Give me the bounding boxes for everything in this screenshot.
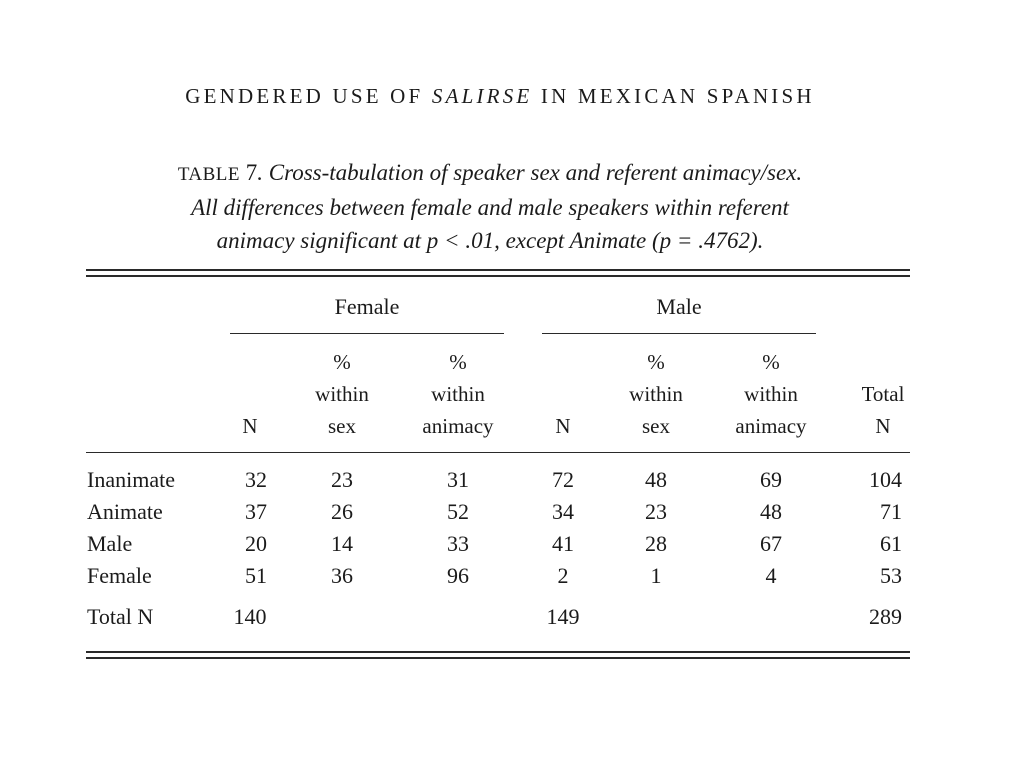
cell-male-n: 72 <box>552 467 574 492</box>
hdr-sex: sex <box>328 414 356 438</box>
col-header-female-n: N <box>242 414 258 438</box>
cell-grand-total: 289 <box>869 604 902 629</box>
cell-male-pct-sex: 1 <box>650 563 662 588</box>
row-label: Animate <box>87 499 163 524</box>
cell-male-pct-animacy: 67 <box>760 531 782 556</box>
running-head-text: GENDERED USE OF <box>185 84 432 108</box>
col-header-male-pct-sex <box>611 346 701 442</box>
cell-female-pct-animacy: 96 <box>447 563 469 588</box>
cell-male-pct-sex: 28 <box>645 531 667 556</box>
cell-total-n: 71 <box>880 499 902 524</box>
cell-total-male-n: 149 <box>546 604 580 629</box>
group-rule-male <box>542 333 816 334</box>
cell-male-n: 41 <box>552 531 574 556</box>
cell-male-n: 34 <box>552 499 574 524</box>
total-row-label: Total N <box>87 604 154 629</box>
row-label: Female <box>87 563 152 588</box>
cell-female-n: 51 <box>245 563 267 588</box>
cell-female-pct-animacy: 33 <box>447 531 469 556</box>
hdr-within: within <box>744 382 798 406</box>
group-rule-female <box>230 333 504 334</box>
table-caption <box>60 156 920 257</box>
cell-total-n: 104 <box>869 467 902 492</box>
hdr-within: within <box>315 382 369 406</box>
running-head <box>0 84 1000 109</box>
col-header-female-pct-animacy <box>403 346 513 442</box>
running-head-italic: SALIRSE <box>431 84 533 108</box>
cell-female-n: 32 <box>245 467 267 492</box>
col-header-female-pct-sex <box>297 346 387 442</box>
cell-female-pct-sex: 26 <box>331 499 353 524</box>
cell-male-pct-animacy: 69 <box>760 467 782 492</box>
cell-female-pct-animacy: 52 <box>447 499 469 524</box>
top-rule-2 <box>86 275 910 277</box>
caption-line-1 <box>60 156 920 191</box>
cell-female-pct-sex: 23 <box>331 467 353 492</box>
row-label: Inanimate <box>87 467 175 492</box>
hdr-pct: % <box>762 350 780 374</box>
top-rule-1 <box>86 269 910 271</box>
row-label: Male <box>87 531 133 556</box>
col-header-male-pct-animacy <box>716 346 826 442</box>
cell-female-n: 37 <box>245 499 267 524</box>
cell-male-pct-animacy: 4 <box>765 563 777 588</box>
caption-line-3: animacy significant at p < .01, except Animate (p = .4762). <box>216 228 764 253</box>
hdr-sex: sex <box>642 414 670 438</box>
cell-total-n: 53 <box>880 563 902 588</box>
cell-male-pct-animacy: 48 <box>760 499 782 524</box>
group-header-female: Female <box>334 294 400 319</box>
cell-male-pct-sex: 23 <box>645 499 667 524</box>
cell-female-pct-sex: 36 <box>331 563 353 588</box>
running-head-text-end: IN MEXICAN SPANISH <box>532 84 815 108</box>
hdr-total: Total <box>861 382 905 406</box>
hdr-n: N <box>875 414 891 438</box>
hdr-pct: % <box>647 350 665 374</box>
caption-line-2: All differences between female and male speakers within referent <box>191 195 789 220</box>
cell-total-n: 61 <box>880 531 902 556</box>
cell-female-pct-animacy: 31 <box>447 467 469 492</box>
header-rule <box>86 452 910 453</box>
caption-label: TABLE <box>177 164 241 185</box>
cell-female-pct-sex: 14 <box>331 531 353 556</box>
group-header-male: Male <box>656 294 702 319</box>
hdr-animacy: animacy <box>422 414 494 438</box>
cell-total-female-n: 140 <box>233 604 267 629</box>
hdr-pct: % <box>449 350 467 374</box>
caption-number: 7 <box>245 160 258 185</box>
hdr-within: within <box>629 382 683 406</box>
hdr-animacy: animacy <box>735 414 807 438</box>
caption-text-1: . Cross-tabulation of speaker sex and referent animacy/sex. <box>257 160 803 185</box>
col-header-male-n: N <box>555 414 571 438</box>
bottom-rule-2 <box>86 657 910 659</box>
col-header-total-n <box>848 378 918 442</box>
cell-male-pct-sex: 48 <box>645 467 667 492</box>
hdr-pct: % <box>333 350 351 374</box>
cell-male-n: 2 <box>557 563 569 588</box>
cell-female-n: 20 <box>245 531 267 556</box>
bottom-rule-1 <box>86 651 910 653</box>
hdr-within: within <box>431 382 485 406</box>
